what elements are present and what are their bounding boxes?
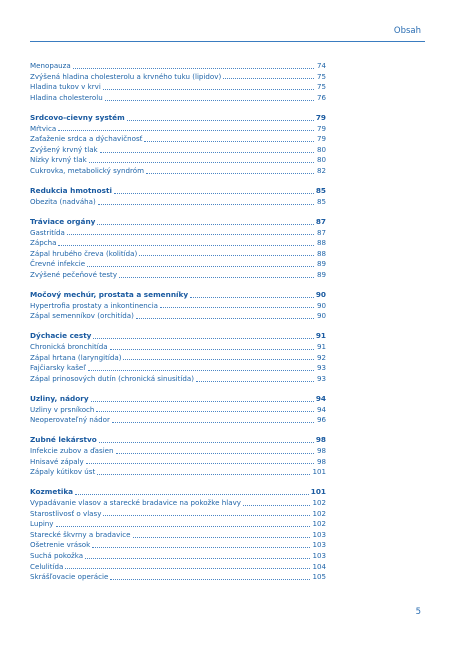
toc-entry-title: Gastritída xyxy=(30,227,65,237)
toc-entry-title: Zvýšená hladina cholesterolu a krvného tuku (lipidov) xyxy=(30,71,222,81)
toc-section-heading[interactable] xyxy=(30,113,326,124)
dot-leader xyxy=(98,204,314,205)
toc-entry-title: Ošetrenie vrások xyxy=(30,540,91,550)
toc-entry-title: Kozmetika xyxy=(30,487,74,497)
toc-page-number: 98 xyxy=(315,435,326,445)
dot-leader xyxy=(114,193,314,194)
toc-entry-title: Črevné infekcie xyxy=(30,259,86,269)
dot-leader xyxy=(99,442,314,443)
dot-leader xyxy=(119,277,314,278)
toc-section xyxy=(30,186,326,207)
dot-leader xyxy=(89,162,314,163)
toc-entry-title: Cukrovka, metabolický syndróm xyxy=(30,165,144,175)
toc-entry[interactable] xyxy=(30,93,326,104)
dot-leader xyxy=(85,558,310,559)
dot-leader xyxy=(88,370,314,371)
page-number: 5 xyxy=(415,607,421,617)
dot-leader xyxy=(144,141,314,142)
toc-entry-title: Redukcia hmotnosti xyxy=(30,186,112,196)
running-header-title: Obsah xyxy=(393,26,421,36)
toc-page-number: 90 xyxy=(316,300,326,310)
toc-entry-title: Hypertrofia prostaty a inkontinencia xyxy=(30,300,159,310)
toc-page-number: 98 xyxy=(316,445,326,455)
toc-page-number: 90 xyxy=(316,311,326,321)
toc-entry[interactable] xyxy=(30,530,326,541)
toc-entry[interactable] xyxy=(30,134,326,145)
toc-section xyxy=(30,394,326,426)
toc-entry-title: Zápal hrtana (laryngitída) xyxy=(30,352,122,362)
toc-entry[interactable] xyxy=(30,551,326,562)
dot-leader xyxy=(58,130,314,131)
toc-page-number: 80 xyxy=(316,144,326,154)
toc-section-heading[interactable] xyxy=(30,394,326,405)
toc-page-number: 87 xyxy=(315,216,326,226)
toc-entry-title: Uzliny, nádory xyxy=(30,394,89,403)
toc-page-number: 85 xyxy=(316,196,326,206)
toc-entry[interactable] xyxy=(30,249,326,260)
toc-page-number: 75 xyxy=(316,71,326,81)
toc-entry[interactable] xyxy=(30,197,326,208)
toc-entry-title: Infekcie zubov a ďasien xyxy=(30,445,114,455)
header-divider xyxy=(30,41,425,42)
toc-entry-title: Neoperovateľný nádor xyxy=(30,415,110,425)
dot-leader xyxy=(97,224,313,225)
toc-section xyxy=(30,217,326,281)
dot-leader xyxy=(136,318,314,319)
toc-entry-title: Zvýšené pečeňové testy xyxy=(30,269,118,279)
toc-page-number: 102 xyxy=(312,519,326,529)
toc-entry[interactable] xyxy=(30,155,326,166)
dot-leader xyxy=(190,297,314,298)
toc-section-heading[interactable] xyxy=(30,435,326,446)
toc-entry[interactable] xyxy=(30,145,326,156)
toc-page-number: 79 xyxy=(316,123,326,133)
dot-leader xyxy=(103,515,310,516)
toc-section xyxy=(30,487,326,582)
toc-page-number: 82 xyxy=(316,165,326,175)
dot-leader xyxy=(100,152,314,153)
toc-entry[interactable] xyxy=(30,540,326,551)
toc-page-number: 96 xyxy=(316,415,326,425)
toc-page-number: 93 xyxy=(316,373,326,383)
toc-entry-title: Starecké škvrny a bradavice xyxy=(30,529,131,539)
toc-page-number: 91 xyxy=(315,331,326,341)
toc-page-number: 94 xyxy=(315,394,326,403)
toc-page-number: 101 xyxy=(312,467,326,477)
toc-page-number: 103 xyxy=(312,550,326,560)
toc-entry[interactable] xyxy=(30,311,326,322)
toc-entry-title: Zápal prinosových dutín (chronická sinusitída) xyxy=(30,373,195,383)
toc-entry-title: Zápaly kútikov úst xyxy=(30,467,96,477)
dot-leader xyxy=(97,474,310,475)
toc-entry-title: Nízky krvný tlak xyxy=(30,155,87,165)
toc-entry[interactable] xyxy=(30,353,326,364)
toc-entry-title: Zápcha xyxy=(30,238,57,248)
toc-page-number: 80 xyxy=(316,155,326,165)
toc-entry-title: Menopauza xyxy=(30,61,71,70)
dot-leader xyxy=(127,120,314,121)
toc-section xyxy=(30,61,326,103)
dot-leader xyxy=(146,173,314,174)
dot-leader xyxy=(133,537,311,538)
toc-page-number: 87 xyxy=(316,227,326,237)
toc-page-number: 75 xyxy=(316,82,326,92)
toc-entry[interactable] xyxy=(30,238,326,249)
toc-entry-title: Hladina cholesterolu xyxy=(30,92,103,102)
dot-leader xyxy=(87,266,314,267)
toc-entry[interactable] xyxy=(30,166,326,177)
toc-entry[interactable] xyxy=(30,374,326,385)
toc-entry[interactable] xyxy=(30,405,326,416)
toc-page-number: 93 xyxy=(316,363,326,373)
toc-entry[interactable] xyxy=(30,519,326,530)
dot-leader xyxy=(92,547,310,548)
dot-leader xyxy=(86,463,314,464)
toc-entry[interactable] xyxy=(30,457,326,468)
toc-entry-title: Skrášľovacie operácie xyxy=(30,572,109,582)
toc-entry-title: Chronická bronchitída xyxy=(30,342,108,352)
toc-page-number: 103 xyxy=(312,540,326,550)
toc-section-heading[interactable] xyxy=(30,217,326,228)
toc-entry[interactable] xyxy=(30,82,326,93)
toc-section xyxy=(30,113,326,177)
toc-entry-title: Močový mechúr, prostata a semenníky xyxy=(30,290,189,300)
toc-section xyxy=(30,331,326,384)
toc-page-number: 92 xyxy=(316,352,326,362)
dot-leader xyxy=(139,255,314,256)
toc-entry-title: Vypadávanie vlasov a starecké bradavice na pokožke hlavy xyxy=(30,497,241,507)
toc-page-number: 102 xyxy=(312,508,326,518)
toc-page-number: 79 xyxy=(316,134,326,144)
toc-entry-title: Hladina tukov v krvi xyxy=(30,82,101,92)
toc-entry-title: Uzliny v prsníkoch xyxy=(30,404,95,414)
toc-entry[interactable] xyxy=(30,228,326,239)
dot-leader xyxy=(58,245,314,246)
toc-entry-title: Celulitída xyxy=(30,561,64,571)
toc-section-heading[interactable] xyxy=(30,290,326,301)
toc-section xyxy=(30,290,326,322)
toc-entry-title: Mŕtvica xyxy=(30,123,57,133)
dot-leader xyxy=(123,359,314,360)
dot-leader xyxy=(56,526,311,527)
toc-entry-title: Zápal hrubého čreva (kolitída) xyxy=(30,248,138,258)
toc-page-number: 79 xyxy=(315,112,326,122)
table-of-contents xyxy=(30,61,326,592)
dot-leader xyxy=(112,422,314,423)
toc-entry[interactable] xyxy=(30,572,326,583)
toc-entry-title: Dýchacie cesty xyxy=(30,331,92,341)
toc-page-number: 88 xyxy=(316,248,326,258)
toc-entry[interactable] xyxy=(30,415,326,426)
dot-leader xyxy=(96,411,314,412)
toc-entry-title: Srdcovo-cievny systém xyxy=(30,112,125,122)
toc-entry-title: Fajčiarsky kašeľ xyxy=(30,363,86,373)
dot-leader xyxy=(103,89,314,90)
dot-leader xyxy=(196,381,314,382)
toc-section xyxy=(30,435,326,477)
toc-page-number: 89 xyxy=(316,269,326,279)
toc-section-heading[interactable] xyxy=(30,331,326,342)
toc-entry-title: Zápal semenníkov (orchitída) xyxy=(30,311,134,321)
toc-page-number: 101 xyxy=(310,487,326,497)
toc-page-number: 103 xyxy=(312,529,326,539)
toc-entry[interactable] xyxy=(30,446,326,457)
dot-leader xyxy=(73,68,314,69)
dot-leader xyxy=(75,494,309,495)
toc-entry-title: Zvýšený krvný tlak xyxy=(30,144,98,154)
toc-entry[interactable] xyxy=(30,467,326,478)
toc-page-number: 85 xyxy=(315,186,326,196)
toc-entry-title: Tráviace orgány xyxy=(30,216,96,226)
toc-page-number: 105 xyxy=(312,572,326,582)
toc-page-number: 89 xyxy=(316,259,326,269)
toc-page-number: 74 xyxy=(316,61,326,70)
toc-entry-title: Zubné lekárstvo xyxy=(30,435,97,445)
toc-page-number: 88 xyxy=(316,238,326,248)
toc-entry-title: Hnisavé zápaly xyxy=(30,456,84,466)
toc-entry-title: Lupiny xyxy=(30,519,54,529)
toc-entry[interactable] xyxy=(30,301,326,312)
toc-entry[interactable] xyxy=(30,72,326,83)
toc-section-heading[interactable] xyxy=(30,487,326,498)
toc-entry[interactable] xyxy=(30,342,326,353)
dot-leader xyxy=(91,401,314,402)
dot-leader xyxy=(67,234,314,235)
dot-leader xyxy=(243,505,310,506)
toc-page-number: 94 xyxy=(316,404,326,414)
toc-page-number: 91 xyxy=(316,342,326,352)
toc-page-number: 104 xyxy=(312,561,326,571)
toc-page-number: 98 xyxy=(316,456,326,466)
toc-entry[interactable] xyxy=(30,562,326,573)
dot-leader xyxy=(105,100,314,101)
dot-leader xyxy=(223,78,314,79)
toc-page-number: 102 xyxy=(312,497,326,507)
dot-leader xyxy=(65,568,310,569)
toc-entry[interactable] xyxy=(30,509,326,520)
toc-entry[interactable] xyxy=(30,259,326,270)
toc-page-number: 76 xyxy=(316,92,326,102)
toc-entry[interactable] xyxy=(30,124,326,135)
toc-entry[interactable] xyxy=(30,498,326,509)
dot-leader xyxy=(110,349,314,350)
dot-leader xyxy=(110,579,310,580)
toc-entry-title: Obezita (nadváha) xyxy=(30,196,96,206)
toc-entry[interactable] xyxy=(30,270,326,281)
dot-leader xyxy=(116,453,314,454)
dot-leader xyxy=(160,307,314,308)
toc-entry-title: Suchá pokožka xyxy=(30,550,84,560)
dot-leader xyxy=(93,338,313,339)
toc-entry-title: Starostlivosť o vlasy xyxy=(30,508,102,518)
toc-page-number: 90 xyxy=(315,290,326,300)
toc-entry-title: Zaťaženie srdca a dýchavičnosť xyxy=(30,134,143,144)
toc-section-heading[interactable] xyxy=(30,186,326,197)
toc-entry[interactable] xyxy=(30,61,326,72)
toc-entry[interactable] xyxy=(30,363,326,374)
